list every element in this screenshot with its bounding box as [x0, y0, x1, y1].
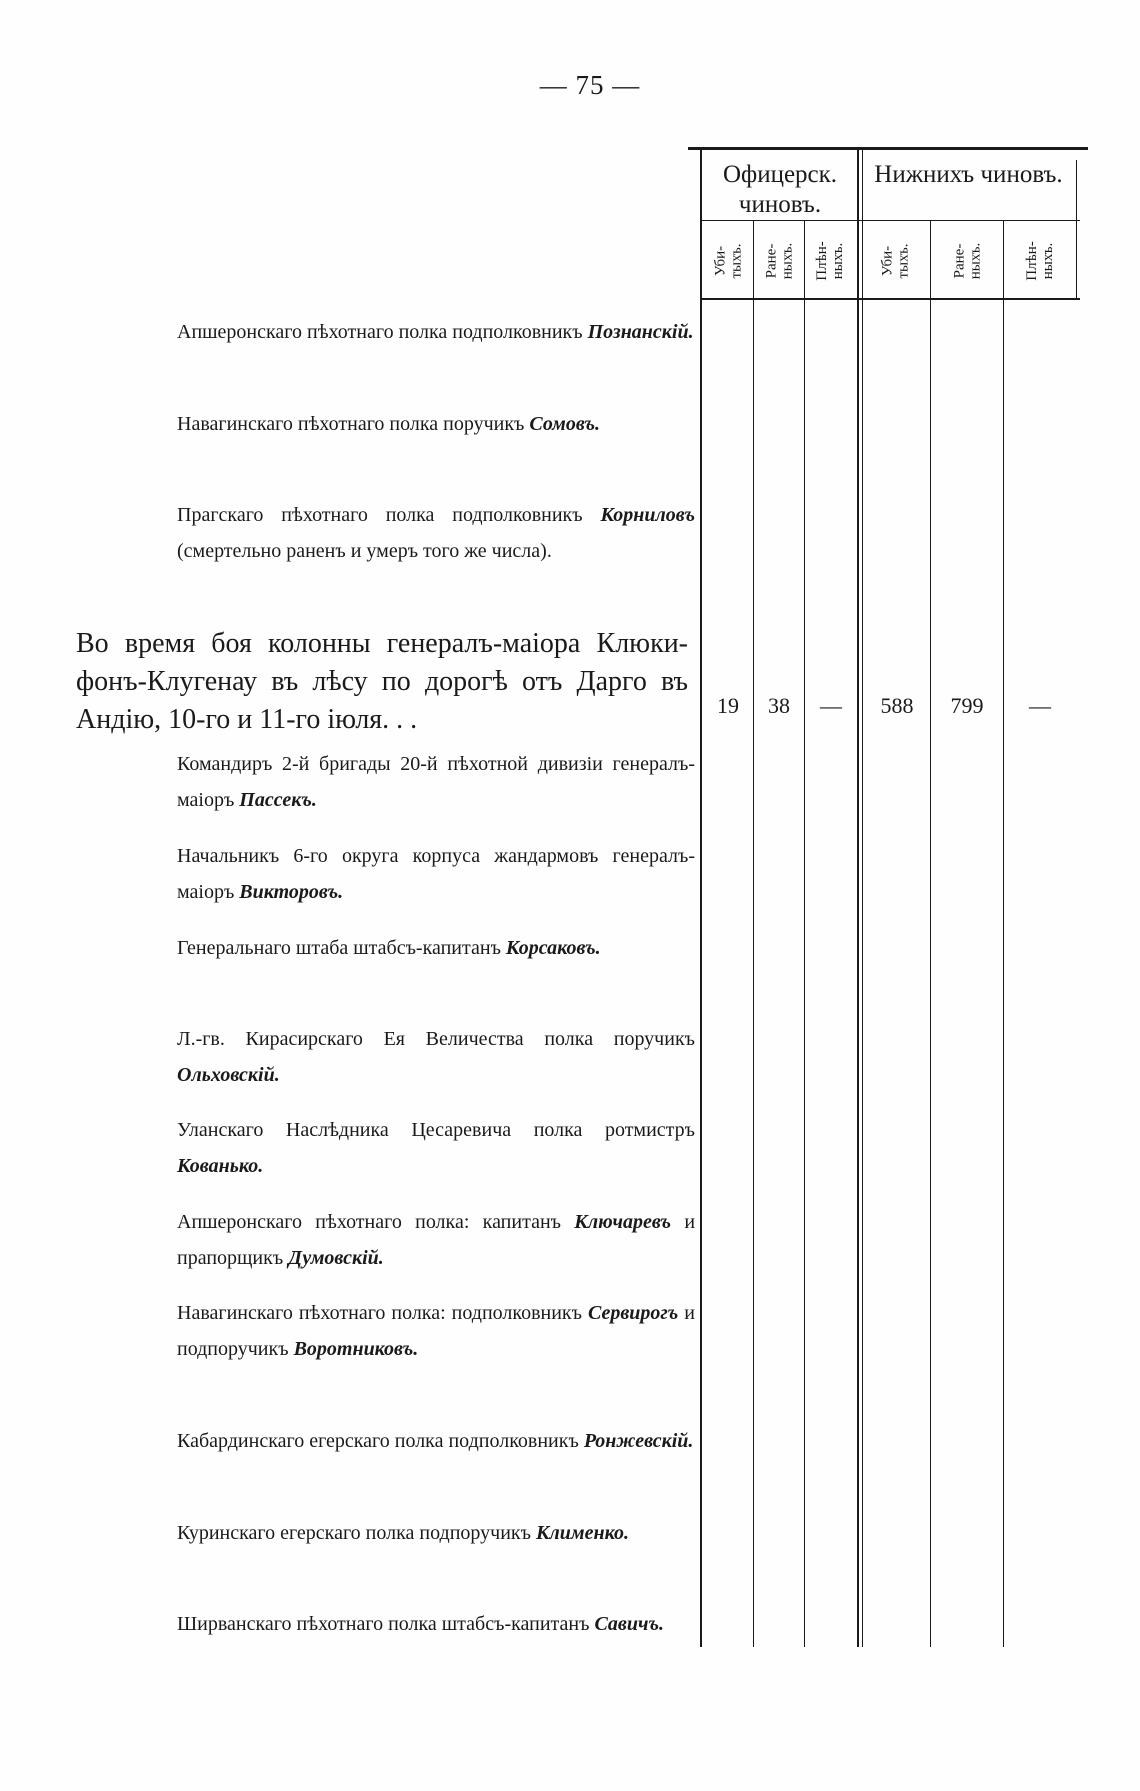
table-right-border: [1076, 160, 1077, 300]
entry: Л.-гв. Кирасирскаго Ея Величества полка поручикъ Ольховскій.: [177, 1028, 695, 1086]
table-left-border: [700, 147, 702, 1647]
column-divider: [804, 220, 805, 1647]
entry: Кабардинскаго егерскаго полка подполковникъ Ронжевскій.: [177, 1430, 694, 1452]
column-divider: [930, 220, 931, 1647]
entry: Навагинскаго пѣхотнаго полка поручикъ Сомовъ.: [177, 413, 601, 435]
lower-captured-header: Плѣн- ныхъ.: [1024, 241, 1056, 281]
column-divider: [1003, 220, 1004, 1647]
officers-wounded-header: Ране- ныхъ.: [762, 242, 795, 280]
header-bottom-rule: [700, 298, 1080, 300]
lower-killed-value: 588: [880, 693, 914, 718]
header-divider-mid: [700, 220, 1080, 221]
entry: Апшеронскаго пѣхотнаго полка подполковникъ Познанскій.: [177, 321, 694, 343]
entry: Уланскаго Наслѣдника Цесаревича полка ротмистръ Кованько.: [177, 1119, 695, 1177]
entry: Апшеронскаго пѣхотнаго полка: капитанъ Ключаревъ и прапорщикъ Думовскій.: [177, 1211, 696, 1269]
entry: Навагинскаго пѣхотнаго полка: подполковникъ Сервирогъ и подпоручикъ Воротниковъ.: [177, 1302, 695, 1360]
officers-captured-header: Плѣн- ныхъ.: [814, 241, 846, 281]
officers-wounded-value: 38: [768, 693, 790, 718]
lower-wounded-header: Ране- ныхъ.: [950, 242, 983, 280]
page-number: — 75 —: [539, 70, 641, 100]
column-divider: [753, 220, 754, 1647]
group-divider: [857, 147, 859, 1647]
entry: Генеральнаго штаба штабсъ-капитанъ Корсаковъ.: [177, 937, 601, 959]
lower-captured-value: —: [1029, 693, 1051, 718]
group-divider-double: [862, 147, 863, 1647]
entry: Прагскаго пѣхотнаго полка подполковникъ Корниловъ (смертельно раненъ и умеръ того же числа).: [177, 504, 695, 562]
officers-killed-header: Уби- тыхъ.: [712, 243, 745, 279]
table-top-rule: [688, 147, 1088, 150]
battle-summary: Во время боя колонны генералъ-маіора Клюки-фонъ-Клугенау въ лѣсу по дорогѣ отъ Дарго въ Андію, 10-го и 11-го іюля. . .: [76, 628, 688, 735]
entry: Начальникъ 6-го округа корпуса жандармовъ генералъ-маіоръ Викторовъ.: [177, 845, 695, 903]
entry: Куринскаго егерскаго полка подпоручикъ Клименко.: [177, 1522, 629, 1544]
officers-captured-value: —: [820, 693, 842, 718]
lower-killed-header: Уби- тыхъ.: [879, 243, 912, 279]
lower-wounded-value: 799: [950, 693, 984, 718]
entry: Ширванскаго пѣхотнаго полка штабсъ-капитанъ Савичъ.: [177, 1613, 665, 1635]
officers-header: Офицерск. чиновъ.: [722, 161, 838, 218]
lower-ranks-header: Нижнихъ чиновъ.: [874, 161, 1063, 188]
officers-killed-value: 19: [717, 693, 739, 718]
entry: Командиръ 2-й бригады 20-й пѣхотной дивизіи генералъ-маіоръ Пассекъ.: [177, 753, 695, 811]
